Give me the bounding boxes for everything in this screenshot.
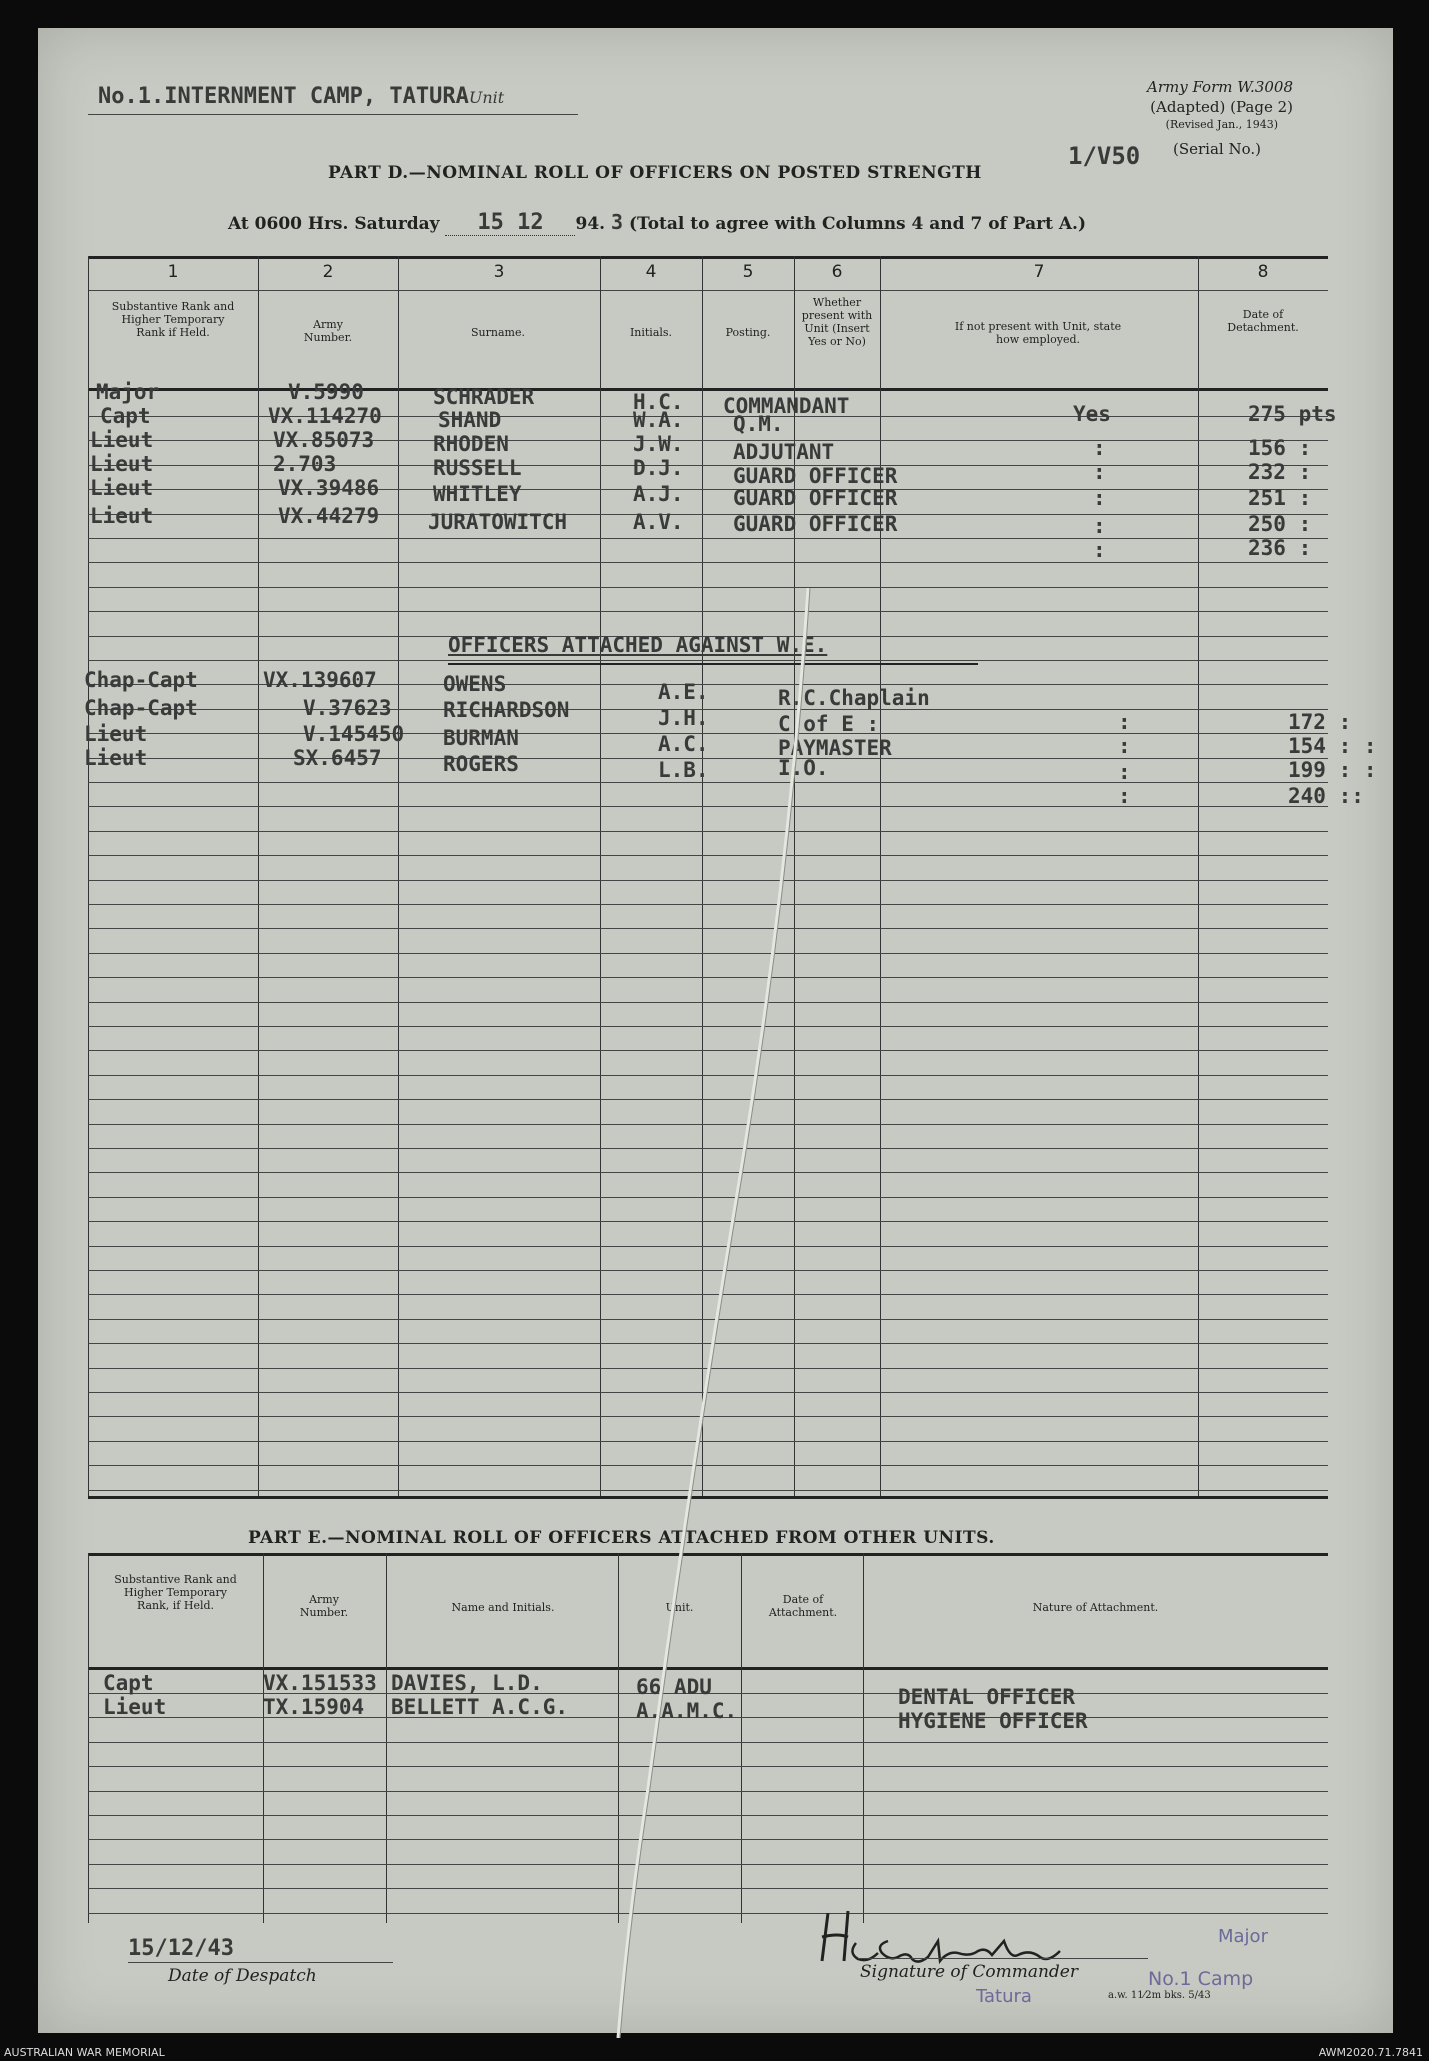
cell-number: V.145450 bbox=[303, 722, 405, 746]
col-header-date: Date of Attachment. bbox=[768, 1593, 838, 1619]
date-line: At 0600 Hrs. Saturday 15 12 94. 3 (Total to agree with Columns 4 and 7 of Part A.) bbox=[228, 210, 1087, 235]
cell-surname: JURATOWITCH bbox=[428, 510, 568, 534]
stamp-rank: Major bbox=[1218, 1926, 1268, 1947]
col-header-name: Name and Initials. bbox=[451, 1601, 555, 1614]
signature-line bbox=[858, 1958, 1148, 1959]
serial-label: (Serial No.) bbox=[1173, 140, 1261, 158]
cell-surname: SCHRADER bbox=[433, 385, 535, 409]
cell-detach: 154 : : bbox=[1288, 734, 1377, 758]
cell-present: : bbox=[1093, 460, 1106, 484]
attached-heading: OFFICERS ATTACHED AGAINST W.E. bbox=[448, 633, 828, 657]
cell-rank: Chap-Capt bbox=[84, 696, 198, 720]
cell-number: VX.139607 bbox=[263, 668, 377, 692]
cell-number: TX.15904 bbox=[263, 1695, 365, 1719]
col-header-unit: Unit. bbox=[665, 1601, 694, 1614]
col-header-present: Whether present with Unit (Insert Yes or No) bbox=[801, 296, 873, 348]
serial-value: 1/V50 bbox=[1068, 142, 1141, 170]
cell-posting: R.C.Chaplain bbox=[778, 686, 930, 710]
col-header-army-number: Army Number. bbox=[299, 1593, 349, 1619]
col-header-initials: Initials. bbox=[629, 326, 673, 339]
cell-present: : bbox=[1118, 734, 1131, 758]
signature-label: Signature of Commander bbox=[860, 1962, 1078, 1982]
cell-initials: L.B. bbox=[658, 758, 709, 782]
cell-number: 2.703 bbox=[273, 452, 337, 476]
cell-detach: 250 : bbox=[1248, 512, 1312, 536]
cell-detach: 275 pts bbox=[1248, 402, 1337, 426]
cell-surname: BURMAN bbox=[443, 726, 519, 750]
cell-surname: WHITLEY bbox=[433, 482, 522, 506]
col-number: 6 bbox=[831, 262, 843, 282]
col-number: 1 bbox=[167, 262, 179, 282]
cell-rank: Lieut bbox=[90, 452, 154, 476]
cell-number: VX.85073 bbox=[273, 428, 375, 452]
cell-surname: RHODEN bbox=[433, 432, 509, 456]
col-line bbox=[263, 1553, 264, 1923]
table-top-border bbox=[88, 256, 1328, 259]
cell-detach: 232 : bbox=[1248, 460, 1312, 484]
ruled-line bbox=[88, 562, 1328, 563]
archive-caption-right: AWM2020.71.7841 bbox=[1318, 2046, 1423, 2059]
despatch-label: Date of Despatch bbox=[168, 1966, 317, 1986]
archive-caption-left: AUSTRALIAN WAR MEMORIAL bbox=[4, 2046, 165, 2059]
ruled-line bbox=[88, 538, 1328, 539]
cell-rank: Capt bbox=[100, 404, 151, 428]
ruled-line bbox=[88, 489, 1328, 490]
cell-initials: J.W. bbox=[633, 432, 684, 456]
cell-present: : bbox=[1093, 514, 1106, 538]
cell-rank: Lieut bbox=[90, 476, 154, 500]
cell-rank: Lieut bbox=[84, 746, 148, 770]
cell-posting: C of E : bbox=[778, 712, 880, 736]
cell-posting: COMMANDANT bbox=[723, 394, 850, 418]
col-header-detachment: Date of Detachment. bbox=[1227, 308, 1299, 334]
header-bottom-border bbox=[88, 388, 1328, 391]
col-number: 5 bbox=[742, 262, 754, 282]
unit-name: No.1.INTERNMENT CAMP, TATURAUnit bbox=[98, 84, 505, 109]
cell-posting: PAYMASTER bbox=[778, 736, 892, 760]
cell-rank: Chap-Capt bbox=[84, 668, 198, 692]
cell-surname: OWENS bbox=[443, 672, 507, 696]
form-page bbox=[38, 28, 1393, 2033]
col-header-nature: Nature of Attachment. bbox=[1032, 1601, 1159, 1614]
cell-surname: RICHARDSON bbox=[443, 698, 570, 722]
cell-rank: Lieut bbox=[103, 1695, 167, 1719]
cell-present: : bbox=[1118, 784, 1131, 808]
cell-unit: 66 ADU bbox=[636, 1675, 712, 1699]
cell-posting: Q.M. bbox=[733, 412, 784, 436]
cell-initials: J.H. bbox=[658, 706, 709, 730]
cell-posting: ADJUTANT bbox=[733, 440, 835, 464]
cell-initials: H.C. bbox=[633, 390, 684, 414]
col-header-surname: Surname. bbox=[471, 326, 525, 339]
cell-present: : bbox=[1093, 436, 1106, 460]
cell-number: VX.44279 bbox=[278, 504, 380, 528]
cell-present: : bbox=[1093, 486, 1106, 510]
col-header-rank: Substantive Rank and Higher Temporary Rank, if Held. bbox=[114, 1573, 237, 1612]
cell-initials: W.A. bbox=[633, 408, 684, 432]
cell-present: Yes bbox=[1073, 402, 1111, 426]
col-number: 7 bbox=[1033, 262, 1045, 282]
col-number: 4 bbox=[645, 262, 657, 282]
cell-rank: Lieut bbox=[90, 504, 154, 528]
stamp-place: Tatura bbox=[976, 1986, 1032, 2007]
ruled-line bbox=[88, 514, 1328, 515]
cell-posting: I.O. bbox=[778, 756, 829, 780]
cell-unit: A.A.M.C. bbox=[636, 1699, 738, 1723]
cell-name: BELLETT A.C.G. bbox=[391, 1695, 569, 1719]
cell-posting: GUARD OFFICER bbox=[733, 464, 898, 488]
cell-detach: 240 :: bbox=[1288, 784, 1364, 808]
cell-number: V.5990 bbox=[288, 380, 364, 404]
stamp-camp: No.1 Camp bbox=[1148, 1968, 1254, 1990]
cell-rank: Capt bbox=[103, 1671, 154, 1695]
col-line bbox=[880, 256, 881, 1496]
col-line bbox=[258, 256, 259, 1496]
col-line bbox=[88, 1553, 89, 1923]
cell-initials: A.V. bbox=[633, 510, 684, 534]
cell-number: SX.6457 bbox=[293, 746, 382, 770]
form-name: Army Form W.3008 bbox=[1147, 78, 1293, 96]
col-line bbox=[398, 256, 399, 1496]
despatch-date: 15/12/43 bbox=[128, 1936, 234, 1961]
col-line bbox=[1198, 256, 1199, 1496]
cell-number: VX.39486 bbox=[278, 476, 380, 500]
col-number-divider bbox=[88, 290, 1328, 291]
col-line bbox=[88, 256, 89, 1496]
printer-note: a.w. 11⁄2m bks. 5/43 bbox=[1108, 1990, 1211, 2001]
part-e-title: PART E.—NOMINAL ROLL OF OFFICERS ATTACHED FROM OTHER UNITS. bbox=[248, 1528, 995, 1548]
cell-surname: RUSSELL bbox=[433, 456, 522, 480]
col-header-rank: Substantive Rank and Higher Temporary Rank if Held. bbox=[111, 300, 235, 339]
cell-nature: DENTAL OFFICER bbox=[898, 1685, 1076, 1709]
col-number: 3 bbox=[493, 262, 505, 282]
col-number: 8 bbox=[1257, 262, 1269, 282]
cell-rank: Lieut bbox=[84, 722, 148, 746]
cell-initials: A.C. bbox=[658, 732, 709, 756]
cell-posting: GUARD OFFICER bbox=[733, 486, 898, 510]
cell-present: : bbox=[1118, 760, 1131, 784]
paper-crease bbox=[578, 588, 838, 2038]
cell-number: VX.114270 bbox=[268, 404, 382, 428]
form-adapted: (Adapted) (Page 2) bbox=[1150, 98, 1293, 116]
cell-rank: Major bbox=[96, 380, 160, 404]
cell-number: V.37623 bbox=[303, 696, 392, 720]
cell-present: : bbox=[1093, 538, 1106, 562]
col-header-army-number: Army Number. bbox=[303, 318, 353, 344]
cell-present: : bbox=[1118, 710, 1131, 734]
cell-initials: A.E. bbox=[658, 680, 709, 704]
cell-initials: A.J. bbox=[633, 482, 684, 506]
cell-name: DAVIES, L.D. bbox=[391, 1671, 543, 1695]
cell-initials: D.J. bbox=[633, 456, 684, 480]
cell-posting: GUARD OFFICER bbox=[733, 512, 898, 536]
cell-nature: HYGIENE OFFICER bbox=[898, 1709, 1088, 1733]
form-revised: (Revised Jan., 1943) bbox=[1165, 118, 1278, 131]
col-number: 2 bbox=[322, 262, 334, 282]
cell-rank: Lieut bbox=[90, 428, 154, 452]
col-header-how-employed: If not present with Unit, state how employed. bbox=[954, 320, 1122, 346]
cell-detach: 251 : bbox=[1248, 486, 1312, 510]
cell-surname: SHAND bbox=[438, 408, 502, 432]
despatch-line bbox=[128, 1962, 393, 1963]
cell-detach: 172 : bbox=[1288, 710, 1352, 734]
col-line bbox=[386, 1553, 387, 1923]
col-header-posting: Posting. bbox=[725, 326, 771, 339]
cell-detach: 236 : bbox=[1248, 536, 1312, 560]
cell-detach: 199 : : bbox=[1288, 758, 1377, 782]
cell-number: VX.151533 bbox=[263, 1671, 377, 1695]
unit-underline bbox=[88, 114, 578, 115]
cell-surname: ROGERS bbox=[443, 752, 519, 776]
cell-detach: 156 : bbox=[1248, 436, 1312, 460]
part-d-title: PART D.—NOMINAL ROLL OF OFFICERS ON POSTED STRENGTH bbox=[328, 163, 982, 183]
